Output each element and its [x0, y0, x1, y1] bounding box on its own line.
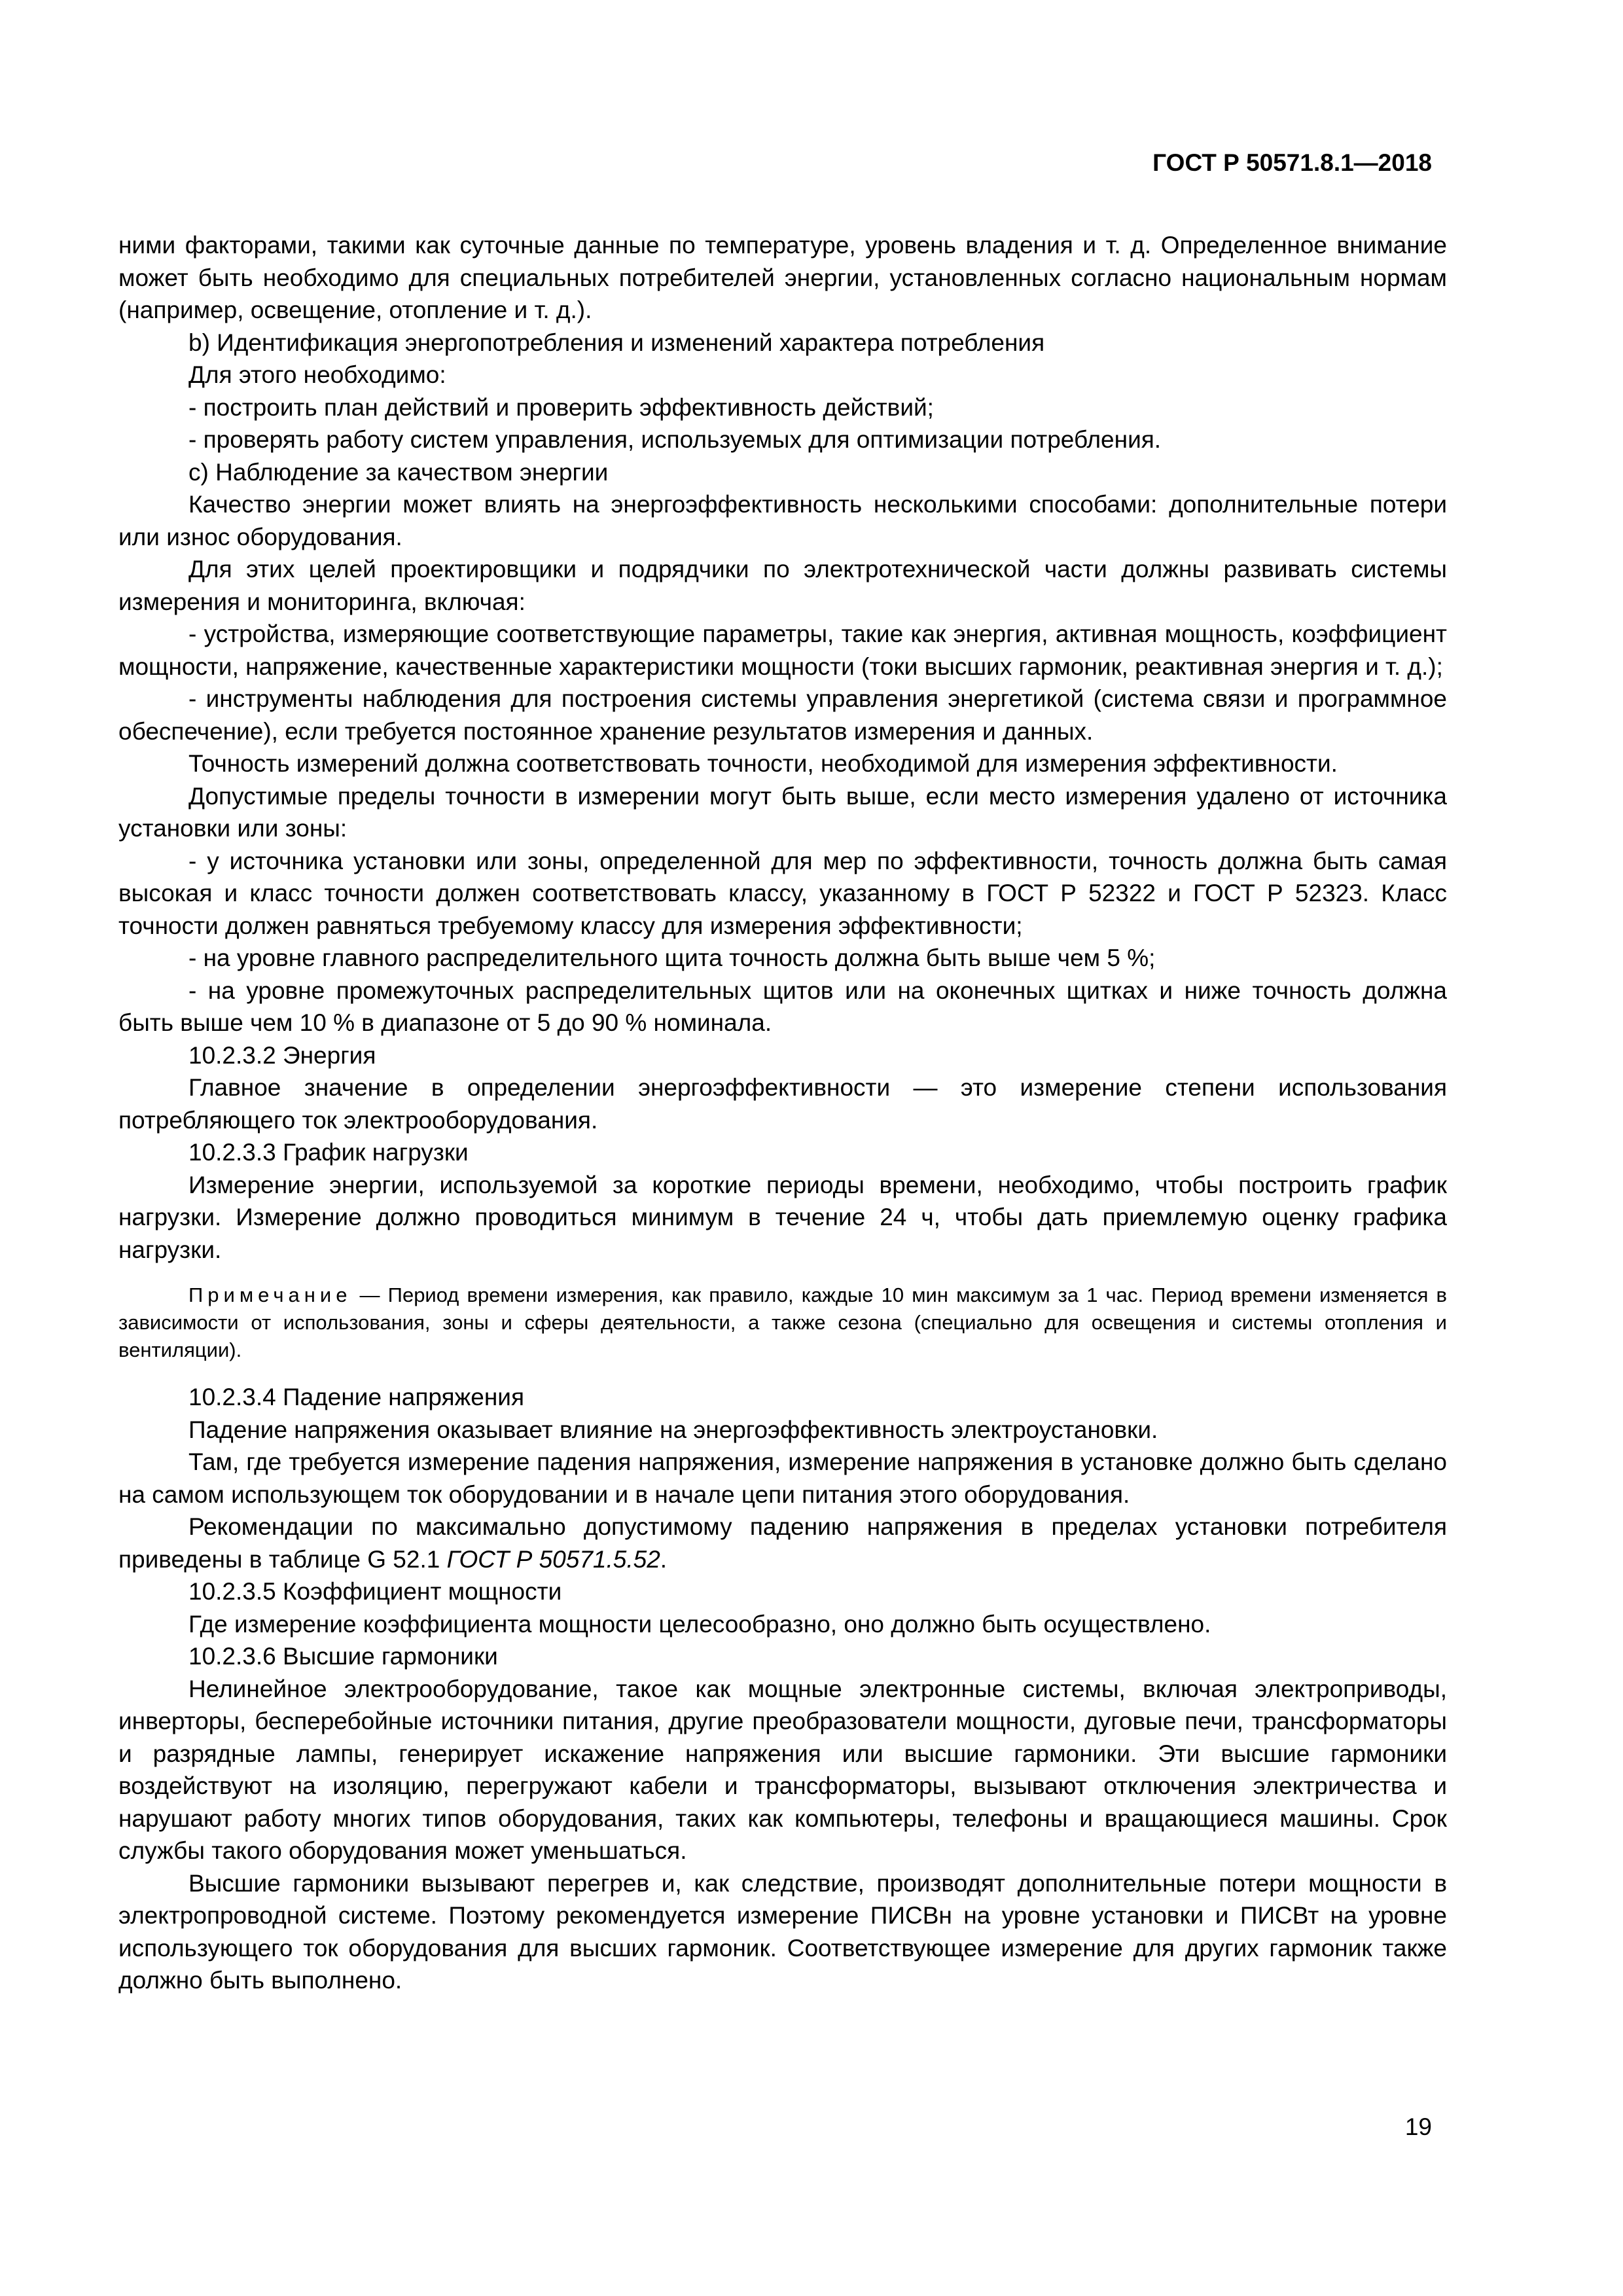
- text-run: .: [660, 1545, 668, 1573]
- section-heading-voltage-drop: 10.2.3.4 Падение напряжения: [188, 1384, 525, 1410]
- paragraph-continuation: ними факторами, такими как суточные данные по температуре, уровень владения и т. д. Определенное внимание может быть необходимо для специальных потребителей энергии, установленных согласно национальным нормам (например, освещение, отопление и т. д.).: [118, 232, 1447, 323]
- list-item: - инструменты наблюдения для построения системы управления энергетикой (система связи и программное обеспечение), если требуется постоянное хранение результатов измерения и данных.: [118, 685, 1447, 745]
- paragraph: Допустимые пределы точности в измерении могут быть выше, если место измерения удалено от источника установки или зоны:: [118, 782, 1447, 842]
- paragraph: Главное значение в определении энергоэффективности — это измерение степени использования потребляющего ток электрооборудования.: [118, 1074, 1447, 1134]
- standard-reference: ГОСТ Р 50571.5.52: [446, 1545, 660, 1573]
- page-number: 19: [1404, 2113, 1432, 2140]
- list-item: - на уровне главного распределительного щита точность должна быть выше чем 5 %;: [188, 944, 1156, 971]
- paragraph: Точность измерений должна соответствовать точности, необходимой для измерения эффективности.: [188, 750, 1338, 777]
- list-item: - на уровне промежуточных распределительных щитов или на оконечных щитках и ниже точность должна быть выше чем 10 % в диапазоне от 5 до 90 % номинала.: [118, 977, 1447, 1036]
- section-heading-load-graph: 10.2.3.3 График нагрузки: [188, 1139, 469, 1166]
- list-item-b-heading: b) Идентификация энергопотребления и изменений характера потребления: [188, 329, 1045, 356]
- paragraph: Для этих целей проектировщики и подрядчики по электротехнической части должны развивать системы измерения и мониторинга, включая:: [118, 556, 1447, 615]
- note-label: Примечание: [188, 1283, 352, 1306]
- paragraph: Для этого необходимо:: [188, 361, 446, 388]
- list-item-c-heading: c) Наблюдение за качеством энергии: [188, 458, 609, 486]
- paragraph: Измерение энергии, используемой за короткие периоды времени, необходимо, чтобы построить график нагрузки. Измерение должно проводиться минимум в течение 24 ч, чтобы дать приемлемую оценку графика нагрузки.: [118, 1171, 1447, 1263]
- list-item: - у источника установки или зоны, определенной для мер по эффективности, точность должна быть самая высокая и класс точности должен соответствовать классу, указанному в ГОСТ Р 52322 и ГОСТ Р 52323. Класс точности должен равняться требуемому классу для измерения эффективности;: [118, 847, 1447, 939]
- note-block: [118, 1282, 1447, 1364]
- document-number-header: ГОСТ Р 50571.8.1—2018: [1152, 149, 1432, 176]
- paragraph: Там, где требуется измерение падения напряжения, измерение напряжения в установке должно быть сделано на самом использующем ток оборудовании и в начале цепи питания этого оборудования.: [118, 1448, 1447, 1508]
- section-heading-energy: 10.2.3.2 Энергия: [188, 1041, 376, 1069]
- paragraph: Качество энергии может влиять на энергоэффективность несколькими способами: дополнительные потери или износ оборудования.: [118, 491, 1447, 550]
- paragraph: Падение напряжения оказывает влияние на энергоэффективность электроустановки.: [188, 1416, 1158, 1443]
- text-run: Рекомендации по максимально допустимому падению напряжения в пределах установки потребителя приведены в таблице G 52.1: [118, 1513, 1447, 1573]
- paragraph: Нелинейное электрооборудование, такое как мощные электронные системы, включая электроприводы, инверторы, бесперебойные источники питания, другие преобразователи мощности, дуговые печи, трансформаторы и разрядные лампы, генерирует искажение напряжения или высшие гармоники. Эти высшие гармоники воздействуют на изоляцию, перегружают кабели и трансформаторы, вызывают отключения электричества и нарушают работу многих типов оборудования, таких как компьютеры, телефоны и вращающиеся машины. Срок службы такого оборудования может уменьшаться.: [118, 1675, 1447, 1864]
- paragraph: Высшие гармоники вызывают перегрев и, как следствие, производят дополнительные потери мощности в электропроводной системе. Поэтому рекомендуется измерение ПИСВн на уровне установки и ПИСВт на уровне использующего ток оборудования для высших гармоник. Соответствующее измерение для других гармоник также должно быть выполнено.: [118, 1869, 1447, 1994]
- list-item: - устройства, измеряющие соответствующие параметры, такие как энергия, активная мощность, коэффициент мощности, напряжение, качественные характеристики мощности (токи высших гармоник, реактивная энергия и т. д.);: [118, 620, 1447, 680]
- body-text: [118, 229, 1447, 1997]
- note-text: — Период времени измерения, как правило, каждые 10 мин максимум за 1 час. Период времени изменяется в зависимости от использования, зоны и сферы деятельности, а также сезона (специально для освещения и системы отопления и вентиляции).: [118, 1283, 1447, 1361]
- list-item: - проверять работу систем управления, используемых для оптимизации потребления.: [188, 426, 1162, 453]
- list-item: - построить план действий и проверить эффективность действий;: [188, 393, 934, 421]
- paragraph: [118, 1511, 1447, 1575]
- section-heading-power-factor: 10.2.3.5 Коэффициент мощности: [188, 1578, 562, 1605]
- section-heading-harmonics: 10.2.3.6 Высшие гармоники: [188, 1643, 498, 1670]
- paragraph: Где измерение коэффициента мощности целесообразно, оно должно быть осуществлено.: [188, 1610, 1211, 1638]
